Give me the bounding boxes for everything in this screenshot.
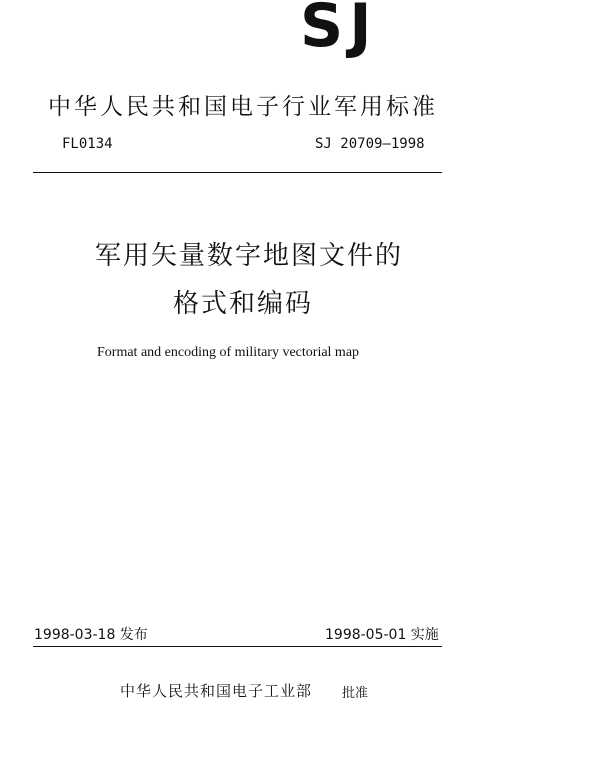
document-title-line1: 军用矢量数字地图文件的 [95,241,404,271]
implementation-date: 1998-05-01 实施 [325,627,439,643]
footer-divider [33,646,442,647]
classification-code: FL0134 [62,136,113,152]
approve-label: 批准 [342,686,369,701]
sj-logo: SJ [300,0,378,61]
header-divider [33,172,442,173]
english-title: Format and encoding of military vectorial map [97,345,360,360]
standard-number: SJ 20709—1998 [315,136,425,152]
organization-title: 中华人民共和国电子行业军用标准 [48,94,438,120]
issue-date: 1998-03-18 发布 [34,627,148,643]
approving-authority: 中华人民共和国电子工业部 [120,682,313,700]
document-title-line2: 格式和编码 [173,289,314,319]
